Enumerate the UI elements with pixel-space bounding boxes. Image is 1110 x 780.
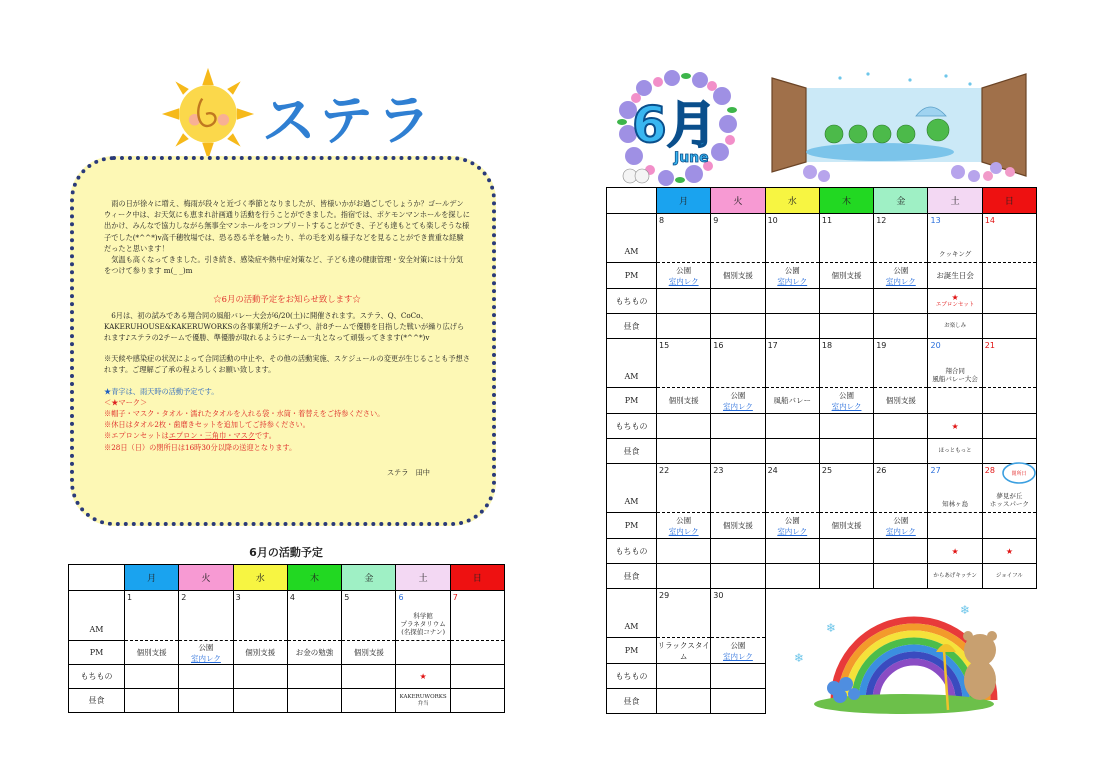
day-header: 金 bbox=[342, 565, 396, 591]
lunch-row bbox=[69, 689, 505, 713]
lunch-cell bbox=[711, 689, 765, 714]
row-label: AM bbox=[69, 591, 125, 641]
am-cell bbox=[657, 214, 711, 263]
am-cell bbox=[765, 464, 819, 513]
row-label: AM bbox=[607, 589, 657, 638]
am-cell bbox=[982, 339, 1036, 388]
pm-activity: 個別支援 bbox=[885, 396, 916, 405]
lunch-cell bbox=[657, 314, 711, 339]
pm-activity: 風船バレー bbox=[773, 396, 811, 405]
date-number: 28 bbox=[984, 466, 995, 475]
date-number: 23 bbox=[713, 466, 724, 475]
row-label: 昼食 bbox=[69, 689, 125, 713]
date-number: 10 bbox=[767, 216, 778, 225]
am-cell bbox=[819, 464, 873, 513]
am-activity: クッキング bbox=[938, 250, 972, 258]
pm-activity: 個別支援 bbox=[722, 271, 753, 280]
pm-cell bbox=[711, 638, 765, 664]
pm-cell bbox=[819, 263, 873, 289]
am-row bbox=[69, 591, 505, 641]
pm-cell bbox=[342, 641, 396, 665]
date-number: 14 bbox=[984, 216, 995, 225]
date-number: 27 bbox=[930, 466, 941, 475]
svg-text:閉所日: 閉所日 bbox=[1011, 471, 1027, 477]
closed-day-bubble bbox=[1001, 461, 1037, 485]
svg-text:❄: ❄ bbox=[826, 621, 837, 635]
day-header: 土 bbox=[396, 565, 450, 591]
day-header: 日 bbox=[982, 188, 1036, 214]
am-cell bbox=[396, 591, 450, 641]
pm-cell bbox=[819, 513, 873, 539]
lunch-cell bbox=[450, 689, 504, 713]
pm-row bbox=[69, 641, 505, 665]
items-cell bbox=[711, 664, 765, 689]
row-label: PM bbox=[607, 638, 657, 664]
pm-activity: 公園 bbox=[893, 265, 909, 275]
lunch-cell bbox=[711, 314, 765, 339]
items-cell bbox=[819, 539, 873, 564]
lunch-cell: ほっともっと bbox=[928, 439, 982, 464]
star-mark: ★ bbox=[951, 546, 959, 556]
row-label: PM bbox=[607, 263, 657, 289]
lunch-cell bbox=[765, 564, 819, 589]
lunch-cell bbox=[342, 689, 396, 713]
pm-cell bbox=[928, 388, 982, 414]
svg-text:June: June bbox=[674, 150, 709, 166]
lunch-cell bbox=[819, 439, 873, 464]
pm-cell bbox=[765, 513, 819, 539]
date-number: 5 bbox=[344, 593, 350, 602]
pm-cell bbox=[982, 513, 1036, 539]
schedule-table-week1 bbox=[68, 564, 505, 713]
am-cell bbox=[711, 464, 765, 513]
pm-activity: 個別支援 bbox=[245, 648, 276, 657]
date-number: 26 bbox=[876, 466, 887, 475]
pm-activity: 個別支援 bbox=[722, 521, 753, 530]
schedule-title: 6月の活動予定 bbox=[249, 546, 323, 559]
date-number: 18 bbox=[821, 341, 833, 350]
items-cell bbox=[450, 665, 504, 689]
pm-cell bbox=[450, 641, 504, 665]
pm-activity: 公園 bbox=[730, 390, 746, 400]
row-label: もちもの bbox=[607, 289, 657, 314]
pm-row bbox=[607, 263, 1037, 289]
day-header-row bbox=[69, 565, 505, 591]
items-cell bbox=[765, 539, 819, 564]
pm-activity: 公園 bbox=[893, 515, 909, 525]
lunch-cell bbox=[874, 564, 928, 589]
intro-paragraph: 雨の日が徐々に増え、梅雨が段々と近づく季節となりましたが、皆様いかがお過ごしでしょうか？ゴールデンウィーク中は、お天気にも恵まれ計画通り活動を行うことができました。指宿では、ポケモンマンホールを探しに出かけ、みんなで協力しながら無事全マンホールをコンプリートすることができ、子ども達もとても楽しそうな様子でした(*^^*)v高千穂牧場では、恐る恐る羊を触ったり、羊の毛を刈る様子などを見ることができ貴重な経験だったと思います！ bbox=[104, 199, 470, 253]
items-cell bbox=[982, 289, 1036, 314]
items-cell bbox=[342, 665, 396, 689]
items-cell bbox=[819, 414, 873, 439]
pm-cell bbox=[711, 263, 765, 289]
corner-cell bbox=[69, 565, 125, 591]
pm-cell bbox=[928, 263, 982, 289]
date-number: 29 bbox=[659, 591, 670, 600]
am-cell bbox=[450, 591, 504, 641]
am-activity: 科学館 プラネタリウム (名探偵コナン) bbox=[400, 612, 446, 636]
section-body: 6月は、初の試みである翔合同の風船バレー大会が6/20(土)に開催されます。ステラ、Q、CoCo、KAKERUHOUSE&KAKERUWORKSの各事業所2チームずつ、計8チームで優勝を目指した戦いが繰り広げられます♪ステラの2チームで優勝、準優勝が取れるようにチーム一丸となって頑張ってきます(*^^*)v bbox=[104, 310, 465, 343]
svg-text:6月: 6月 bbox=[632, 96, 717, 154]
day-header: 水 bbox=[233, 565, 287, 591]
date-number: 21 bbox=[984, 341, 995, 350]
mark-note-2: ※休日はタオル2枚・歯磨きセットを追加してご持参ください。 bbox=[104, 420, 310, 430]
row-label: 昼食 bbox=[607, 439, 657, 464]
items-row bbox=[607, 539, 1037, 564]
star-mark: ★ bbox=[951, 421, 959, 431]
items-cell bbox=[982, 539, 1036, 564]
am-cell bbox=[928, 464, 982, 513]
pm-activity: 公園 bbox=[676, 265, 692, 275]
items-cell bbox=[819, 289, 873, 314]
pm-cell bbox=[982, 263, 1036, 289]
pm-cell bbox=[711, 388, 765, 414]
row-label: 昼食 bbox=[607, 314, 657, 339]
date-number: 19 bbox=[876, 341, 887, 350]
date-number: 30 bbox=[713, 591, 724, 600]
mark-note-3: ※エプロンセットはエプロン・三角巾・マスクです。 bbox=[104, 431, 276, 441]
am-cell bbox=[233, 591, 287, 641]
am-cell bbox=[819, 214, 873, 263]
lunch-cell bbox=[233, 689, 287, 713]
day-header: 木 bbox=[819, 188, 873, 214]
intro-paragraph-2: 気温も高くなってきました。引き続き、感染症や熱中症対策など、子ども達の健康管理・安全対策には十分気をつけて参ります m(_ _)m bbox=[104, 255, 464, 276]
am-activity: 知林ヶ島 bbox=[942, 500, 969, 508]
date-number: 12 bbox=[876, 216, 887, 225]
pm-activity: 個別支援 bbox=[831, 271, 862, 280]
items-cell bbox=[765, 289, 819, 314]
pm-cell bbox=[874, 263, 928, 289]
row-label: もちもの bbox=[69, 665, 125, 689]
signature: ステラ 田中 bbox=[387, 467, 430, 477]
lunch-cell bbox=[765, 314, 819, 339]
svg-text:❄: ❄ bbox=[794, 651, 805, 665]
day-header: 金 bbox=[874, 188, 928, 214]
row-label: AM bbox=[607, 214, 657, 263]
lunch-cell bbox=[179, 689, 233, 713]
lunch-cell: からあげキッチン bbox=[928, 564, 982, 589]
am-row bbox=[607, 464, 1037, 513]
am-cell bbox=[711, 589, 765, 638]
pm-rain-activity: 室内レク bbox=[723, 651, 753, 661]
lunch-cell bbox=[125, 689, 179, 713]
lunch-cell bbox=[874, 314, 928, 339]
lunch-cell: KAKERUWORKS 弁当 bbox=[396, 689, 450, 713]
items-cell bbox=[657, 414, 711, 439]
pm-rain-activity: 室内レク bbox=[831, 401, 862, 411]
pm-rain-activity: 室内レク bbox=[668, 526, 699, 536]
lunch-cell: ジョイフル bbox=[982, 564, 1036, 589]
row-label: AM bbox=[607, 464, 657, 513]
lunch-row bbox=[607, 314, 1037, 339]
pm-cell bbox=[125, 641, 179, 665]
am-cell bbox=[711, 214, 765, 263]
am-cell bbox=[928, 214, 982, 263]
day-header: 日 bbox=[450, 565, 504, 591]
day-header: 木 bbox=[287, 565, 341, 591]
pm-cell bbox=[657, 638, 711, 664]
items-row bbox=[607, 289, 1037, 314]
items-cell bbox=[982, 414, 1036, 439]
pm-activity: 公園 bbox=[730, 640, 746, 650]
am-cell bbox=[819, 339, 873, 388]
date-number: 1 bbox=[127, 593, 133, 602]
pm-rain-activity: 室内レク bbox=[191, 653, 221, 663]
lunch-cell bbox=[287, 689, 341, 713]
pm-cell bbox=[711, 513, 765, 539]
pm-row bbox=[607, 388, 1037, 414]
am-cell bbox=[765, 339, 819, 388]
pm-rain-activity: 室内レク bbox=[885, 276, 916, 286]
day-header: 水 bbox=[765, 188, 819, 214]
am-cell bbox=[125, 591, 179, 641]
am-cell bbox=[711, 339, 765, 388]
day-header: 土 bbox=[928, 188, 982, 214]
pm-cell bbox=[765, 388, 819, 414]
pm-rain-activity: 室内レク bbox=[885, 526, 916, 536]
date-number: 15 bbox=[659, 341, 670, 350]
row-label: もちもの bbox=[607, 664, 657, 689]
date-number: 20 bbox=[930, 341, 941, 350]
notice-paragraph: ※天候や感染症の状況によって合同活動の中止や、その他の活動実施、スケジュールの変更が生じることも予想されます。ご理解ご了承の程よろしくお願い致します。 bbox=[104, 354, 470, 375]
row-label: 昼食 bbox=[607, 564, 657, 589]
day-header-row bbox=[607, 188, 1037, 214]
am-cell bbox=[765, 214, 819, 263]
items-cell bbox=[928, 414, 982, 439]
stella-logo: ステラ bbox=[262, 89, 435, 152]
section-heading: ☆6月の活動予定をお知らせ致します☆ bbox=[213, 294, 361, 305]
day-header: 火 bbox=[711, 188, 765, 214]
am-row bbox=[607, 214, 1037, 263]
rainbow-bear-illustration bbox=[764, 590, 1036, 716]
newsletter-box bbox=[70, 156, 496, 526]
pm-cell bbox=[928, 513, 982, 539]
am-cell bbox=[928, 339, 982, 388]
row-label: もちもの bbox=[607, 539, 657, 564]
items-cell bbox=[125, 665, 179, 689]
pm-activity: 公園 bbox=[198, 642, 214, 652]
am-cell bbox=[874, 214, 928, 263]
pm-activity: 個別支援 bbox=[668, 396, 699, 405]
pm-cell bbox=[396, 641, 450, 665]
am-cell bbox=[657, 589, 711, 638]
sun-illustration bbox=[160, 66, 256, 162]
row-label: もちもの bbox=[607, 414, 657, 439]
pm-activity: 公園 bbox=[676, 515, 692, 525]
lunch-cell bbox=[657, 564, 711, 589]
day-header: 月 bbox=[125, 565, 179, 591]
lunch-row bbox=[607, 564, 1037, 589]
date-number: 24 bbox=[767, 466, 778, 475]
lunch-row bbox=[607, 439, 1037, 464]
items-cell bbox=[287, 665, 341, 689]
items-cell bbox=[711, 414, 765, 439]
date-number: 13 bbox=[930, 216, 941, 225]
lunch-cell bbox=[982, 439, 1036, 464]
pm-cell bbox=[765, 263, 819, 289]
date-number: 2 bbox=[181, 593, 187, 602]
items-cell bbox=[179, 665, 233, 689]
star-mark: ★ bbox=[951, 293, 959, 302]
june-badge-illustration bbox=[614, 70, 738, 188]
date-number: 6 bbox=[398, 593, 404, 602]
corner-cell bbox=[607, 188, 657, 214]
items-row bbox=[607, 414, 1037, 439]
items-cell bbox=[396, 665, 450, 689]
lunch-cell bbox=[657, 689, 711, 714]
star-mark: ★ bbox=[1005, 546, 1014, 556]
mark-heading: ＜★マーク＞ bbox=[104, 397, 148, 407]
date-number: 17 bbox=[767, 341, 778, 350]
items-cell bbox=[233, 665, 287, 689]
pm-activity: 個別支援 bbox=[353, 648, 384, 657]
pm-row bbox=[607, 513, 1037, 539]
pm-cell bbox=[874, 513, 928, 539]
pm-activity: 公園 bbox=[784, 515, 800, 525]
am-cell bbox=[657, 339, 711, 388]
pm-cell bbox=[233, 641, 287, 665]
pm-activity: 公園 bbox=[784, 265, 800, 275]
lunch-cell bbox=[819, 314, 873, 339]
date-number: 11 bbox=[821, 216, 833, 225]
am-activity: 夢見が丘 ホッスパーク bbox=[989, 492, 1029, 508]
am-cell bbox=[657, 464, 711, 513]
lunch-cell bbox=[874, 439, 928, 464]
am-cell bbox=[874, 339, 928, 388]
day-header: 火 bbox=[179, 565, 233, 591]
pm-activity: 個別支援 bbox=[136, 648, 167, 657]
svg-text:❄: ❄ bbox=[960, 603, 971, 617]
row-label: PM bbox=[69, 641, 125, 665]
frogs-window-illustration bbox=[770, 68, 1028, 186]
pm-cell bbox=[657, 513, 711, 539]
pm-rain-activity: 室内レク bbox=[723, 401, 753, 411]
pm-cell bbox=[179, 641, 233, 665]
date-number: 4 bbox=[289, 593, 295, 602]
mark-note-4: ※28日（日）の閉所日は16時30分以降の送迎となります。 bbox=[104, 442, 297, 452]
lunch-cell bbox=[657, 439, 711, 464]
am-cell bbox=[342, 591, 396, 641]
date-number: 16 bbox=[713, 341, 724, 350]
am-row bbox=[607, 339, 1037, 388]
lunch-cell: お楽しみ bbox=[928, 314, 982, 339]
items-cell bbox=[874, 414, 928, 439]
am-cell bbox=[179, 591, 233, 641]
items-row bbox=[69, 665, 505, 689]
item-note: エプロンセット bbox=[935, 302, 975, 308]
pm-rain-activity: 室内レク bbox=[777, 276, 808, 286]
pm-cell bbox=[982, 388, 1036, 414]
items-cell bbox=[928, 289, 982, 314]
am-cell bbox=[874, 464, 928, 513]
items-cell bbox=[657, 664, 711, 689]
date-number: 22 bbox=[659, 466, 670, 475]
star-mark: ★ bbox=[419, 672, 427, 681]
pm-cell bbox=[287, 641, 341, 665]
pm-activity: 公園 bbox=[839, 390, 855, 400]
am-activity: 翔合同 風船バレー大会 bbox=[932, 367, 978, 383]
items-cell bbox=[657, 289, 711, 314]
am-cell bbox=[982, 214, 1036, 263]
lunch-cell bbox=[711, 564, 765, 589]
items-cell bbox=[874, 289, 928, 314]
pm-activity: お金の勉強 bbox=[295, 648, 334, 657]
day-header: 月 bbox=[657, 188, 711, 214]
items-cell bbox=[711, 539, 765, 564]
pm-cell bbox=[657, 263, 711, 289]
row-label: PM bbox=[607, 513, 657, 539]
row-label: PM bbox=[607, 388, 657, 414]
lunch-cell bbox=[982, 314, 1036, 339]
date-number: 3 bbox=[235, 593, 241, 602]
date-number: 9 bbox=[713, 216, 719, 225]
lunch-cell bbox=[711, 439, 765, 464]
rainy-note: ★青字は、雨天時の活動予定です。 bbox=[104, 386, 219, 396]
lunch-cell bbox=[765, 439, 819, 464]
items-cell bbox=[765, 414, 819, 439]
pm-activity: お誕生日会 bbox=[936, 271, 974, 280]
items-cell bbox=[657, 539, 711, 564]
pm-activity: 個別支援 bbox=[831, 521, 862, 530]
date-number: 25 bbox=[821, 466, 833, 475]
pm-activity: リラックスタイム bbox=[657, 640, 710, 661]
items-cell bbox=[874, 539, 928, 564]
pm-rain-activity: 室内レク bbox=[777, 526, 808, 536]
items-cell bbox=[928, 539, 982, 564]
row-label: 昼食 bbox=[607, 689, 657, 714]
date-number: 7 bbox=[452, 593, 458, 602]
lunch-cell bbox=[819, 564, 873, 589]
items-cell bbox=[711, 289, 765, 314]
pm-cell bbox=[657, 388, 711, 414]
am-cell bbox=[287, 591, 341, 641]
mark-note-1: ※帽子・マスク・タオル・濡れたタオルを入れる袋・水筒・着替えをご持参ください。 bbox=[104, 409, 385, 419]
row-label: AM bbox=[607, 339, 657, 388]
pm-rain-activity: 室内レク bbox=[668, 276, 699, 286]
pm-cell bbox=[819, 388, 873, 414]
pm-cell bbox=[874, 388, 928, 414]
date-number: 8 bbox=[659, 216, 665, 225]
